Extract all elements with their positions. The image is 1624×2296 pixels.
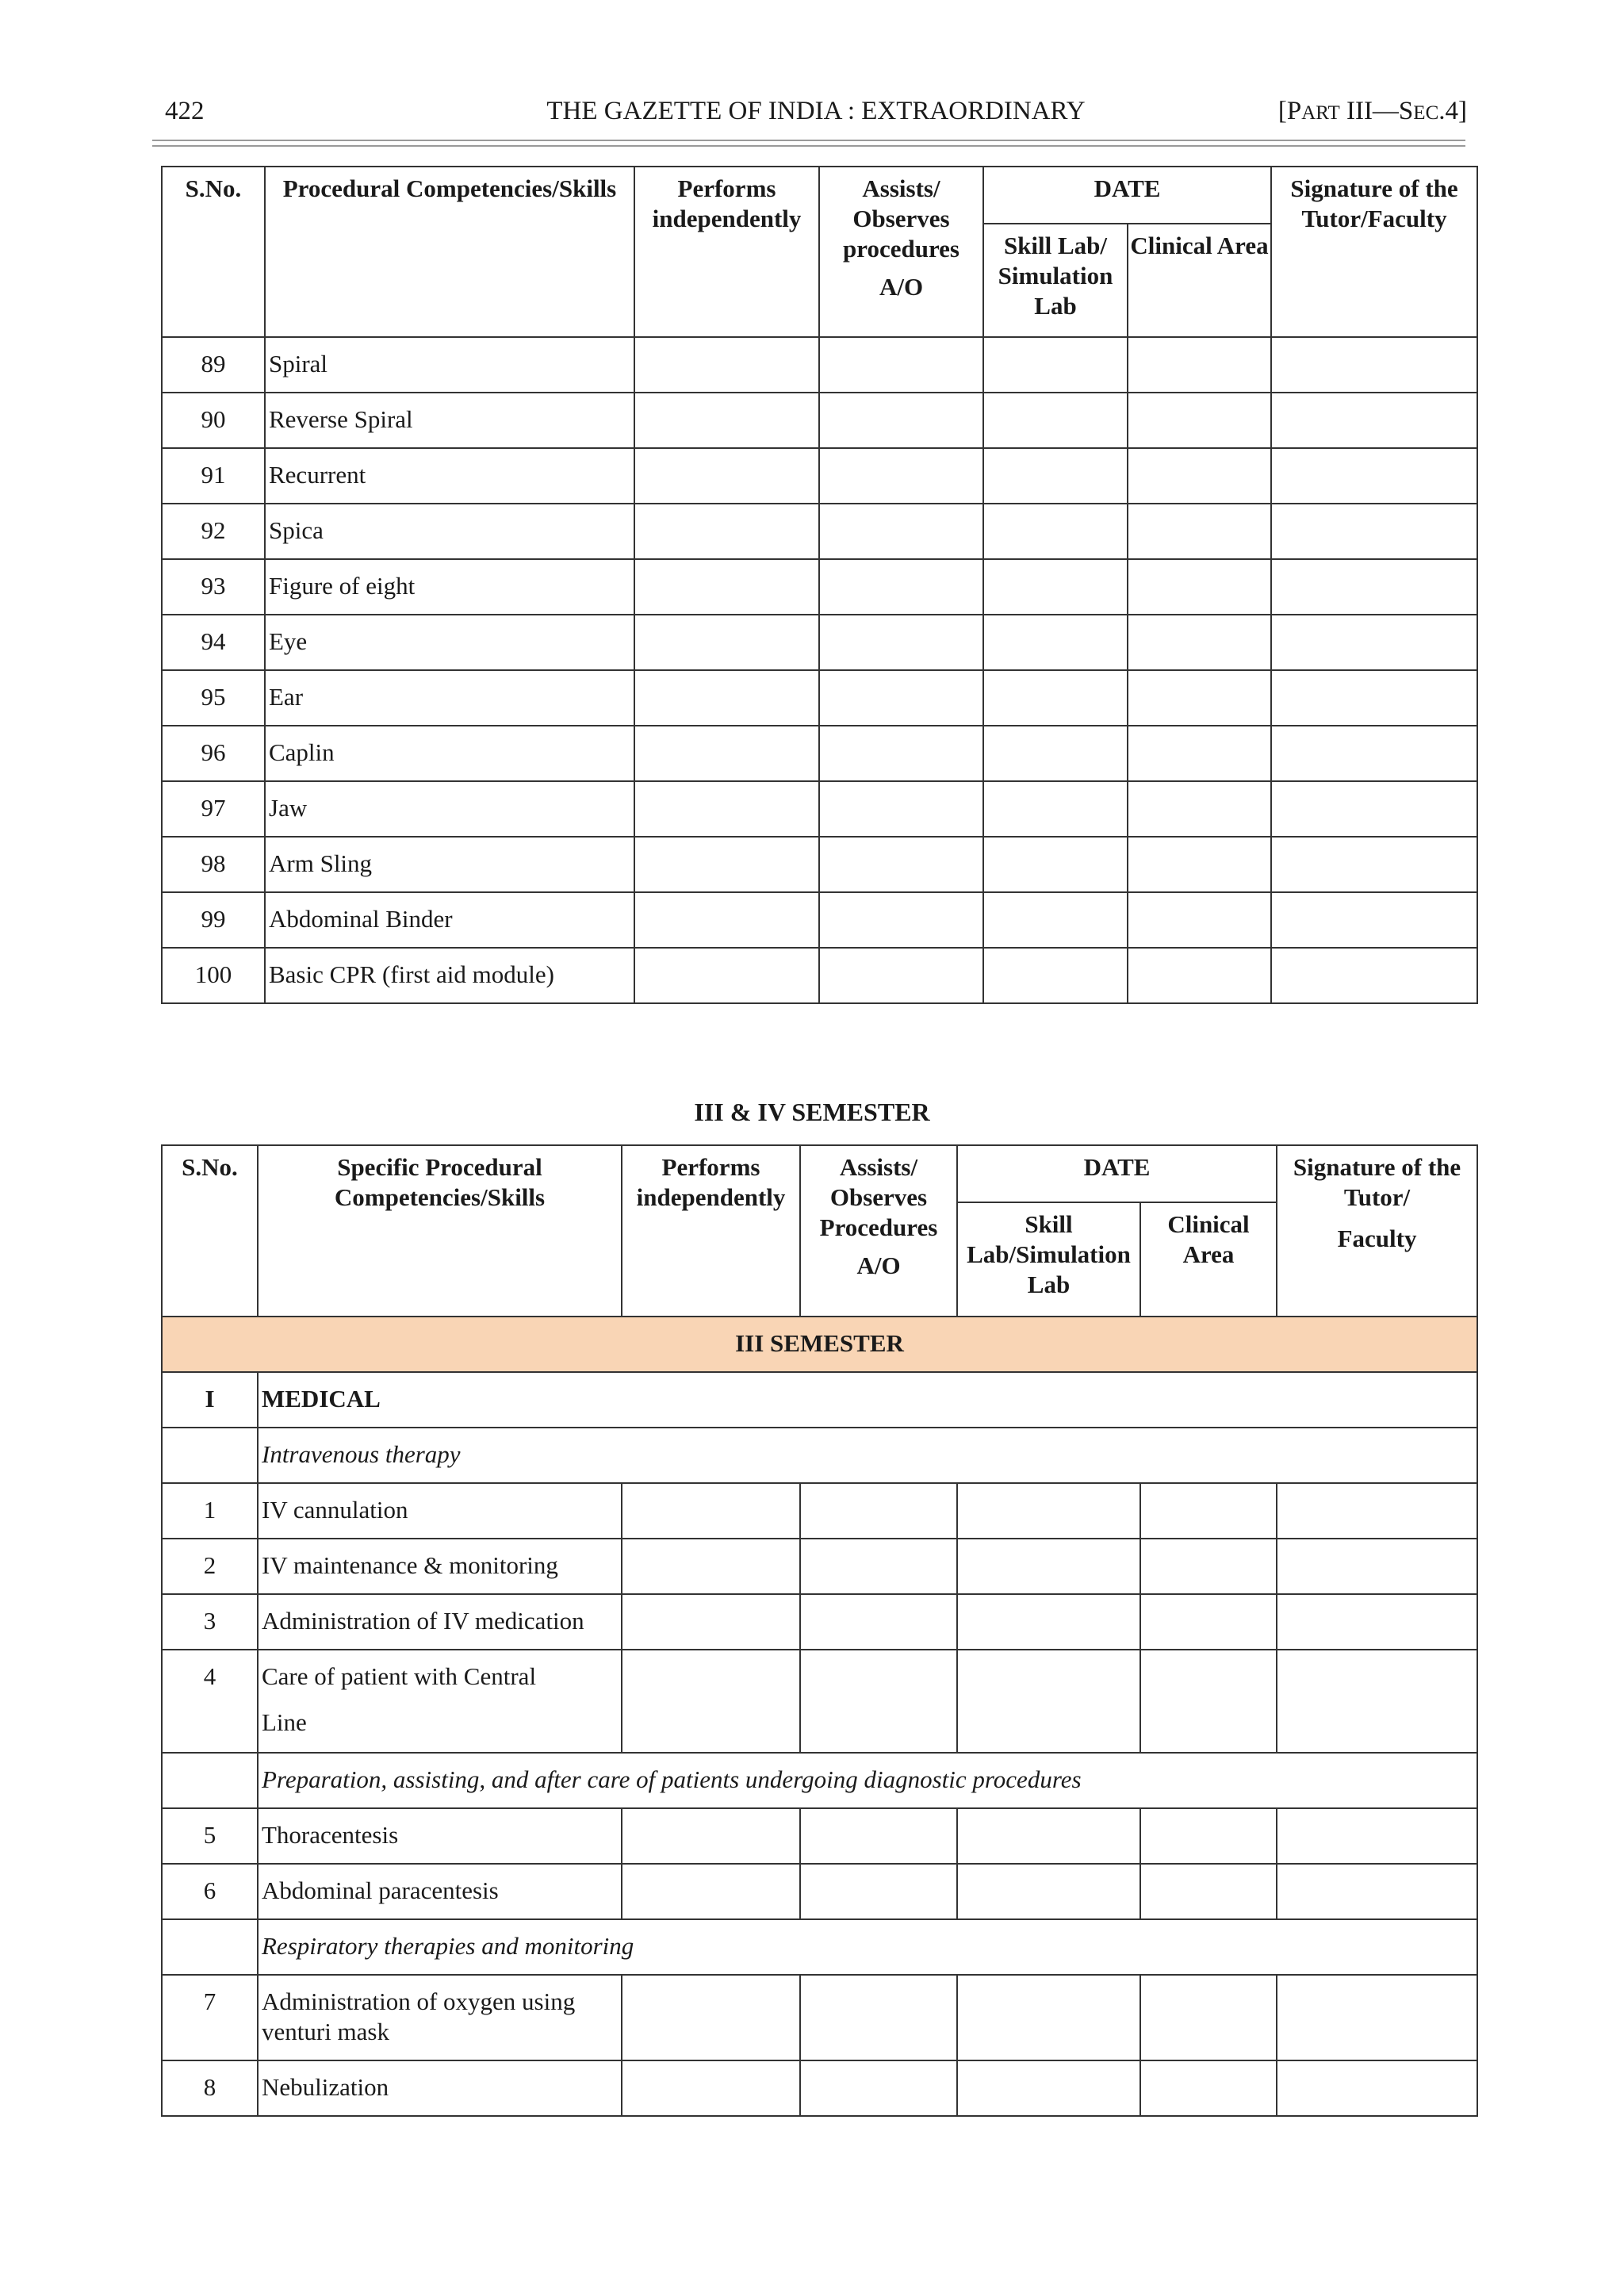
table-row: 93 Figure of eight <box>162 559 1477 615</box>
subheading-row: Preparation, assisting, and after care of patients undergoing diagnostic procedures <box>162 1753 1477 1808</box>
col-header-skill: Specific Procedural Competencies/Skills <box>258 1145 622 1317</box>
table-row: 92 Spica <box>162 504 1477 559</box>
col-header-signature: Signature of the Tutor/Faculty <box>1271 167 1477 337</box>
group-row <box>162 1372 1477 1428</box>
table-row: 97 Jaw <box>162 781 1477 837</box>
col-header-date: DATE <box>983 167 1271 224</box>
col-header-skill-lab: Skill Lab/ Simulation Lab <box>983 224 1128 337</box>
col-header-performs: Performs independently <box>622 1145 800 1317</box>
semester-band: III SEMESTER <box>162 1317 1477 1372</box>
header-rule-top <box>152 140 1465 141</box>
col-header-skill-lab: Skill Lab/Simulation Lab <box>957 1202 1140 1317</box>
page-number: 422 <box>165 97 205 125</box>
table-row: 96 Caplin <box>162 726 1477 781</box>
semester-skills-table <box>161 1144 1478 2117</box>
table-row: 4 Care of patient with Central Line <box>162 1650 1477 1753</box>
gazette-title: THE GAZETTE OF INDIA : EXTRAORDINARY <box>546 97 1086 125</box>
subheading-row: Respiratory therapies and monitoring <box>162 1919 1477 1975</box>
col-header-sno: S.No. <box>162 167 265 337</box>
table-row: 3 Administration of IV medication <box>162 1594 1477 1650</box>
header-rule-bottom <box>152 145 1465 147</box>
table-row: 98 Arm Sling <box>162 837 1477 892</box>
assists-code: A/O <box>879 273 924 301</box>
group-code: I <box>162 1372 258 1428</box>
table-row: 89 Spiral <box>162 337 1477 393</box>
col-header-sno: S.No. <box>162 1145 258 1317</box>
table-row: 7 Administration of oxygen using venturi mask <box>162 1975 1477 2060</box>
col-header-signature: Signature of the Tutor/ Faculty <box>1277 1145 1477 1317</box>
subheading-row: Intravenous therapy <box>162 1428 1477 1483</box>
procedural-skills-table <box>161 166 1478 1004</box>
col-header-clinical: Clinical Area <box>1140 1202 1277 1317</box>
col-header-skill: Procedural Competencies/Skills <box>265 167 634 337</box>
group-name: MEDICAL <box>258 1372 1477 1428</box>
col-header-assists: Assists/ Observes procedures A/O <box>819 167 983 337</box>
table-row: 95 Ear <box>162 670 1477 726</box>
col-header-assists: Assists/ Observes Procedures A/O <box>800 1145 957 1317</box>
table-row: 8 Nebulization <box>162 2060 1477 2116</box>
table-row: 100 Basic CPR (first aid module) <box>162 948 1477 1003</box>
table-row: 5 Thoracentesis <box>162 1808 1477 1864</box>
table-row: 94 Eye <box>162 615 1477 670</box>
table-row: 91 Recurrent <box>162 448 1477 504</box>
col-header-date: DATE <box>957 1145 1277 1202</box>
part-section-label: [PART III—SEC.4] <box>1277 97 1467 125</box>
table-row: 1 IV cannulation <box>162 1483 1477 1539</box>
col-header-performs: Performs independently <box>634 167 819 337</box>
section-title: III & IV SEMESTER <box>694 1098 930 1126</box>
table-row: 90 Reverse Spiral <box>162 393 1477 448</box>
table-row: 99 Abdominal Binder <box>162 892 1477 948</box>
semester-band-row <box>162 1317 1477 1372</box>
page-header <box>165 97 1467 135</box>
col-header-clinical: Clinical Area <box>1128 224 1271 337</box>
assists-code: A/O <box>856 1251 901 1279</box>
table-row: 6 Abdominal paracentesis <box>162 1864 1477 1919</box>
table-row: 2 IV maintenance & monitoring <box>162 1539 1477 1594</box>
